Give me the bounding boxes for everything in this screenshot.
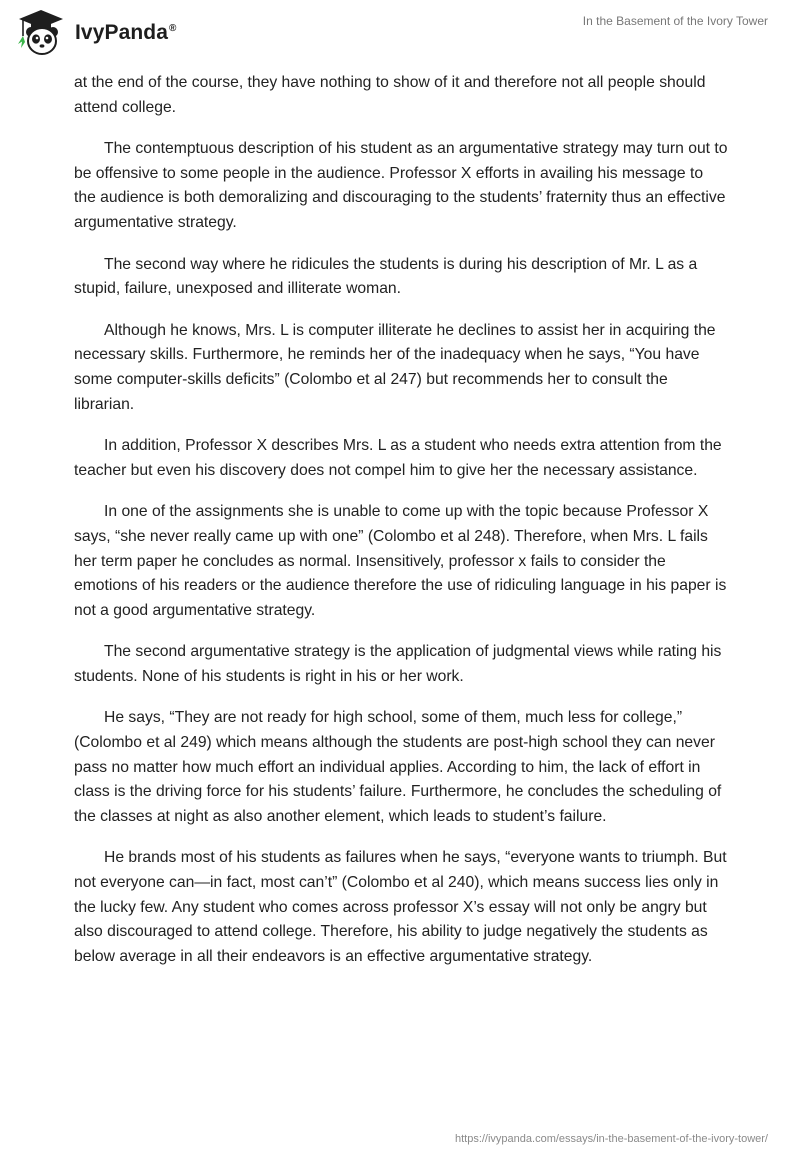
essay-paragraph: He says, “They are not ready for high school, some of them, much less for college,” (Colombo et al 249) which means although the students are post-high school they can never pass no matter how much effort an individual applies. According to him, the lack of effort in class is the driving force for his students’ failure. Furthermore, he concludes the scheduling of the classes at night as also another element, which leads to student’s failure. (74, 709, 722, 825)
essay-paragraph: In addition, Professor X describes Mrs. L as a student who needs extra attention from the teacher but even his discovery does not compel him to give her the necessary assistance. (74, 437, 722, 479)
page-header (0, 0, 800, 70)
panda-graduate-icon (15, 8, 67, 58)
essay-paragraph: Although he knows, Mrs. L is computer illiterate he declines to assist her in acquiring the necessary skills. Furthermore, he reminds her of the inadequacy when he says, “You have some computer-skills deficits” (Colombo et al 247) but recommends her to consult the librarian. (74, 321, 716, 413)
essay-body (74, 71, 728, 986)
essay-paragraph: The second argumentative strategy is the application of judgmental views while rating his students. None of his students is right in his or her work. (74, 643, 722, 685)
essay-paragraph: The contemptuous description of his student as an argumentative strategy may turn out to be offensive to some people in the audience. Professor X efforts in availing his message to the audience is both demoralizing and discouraging to the students’ fraternity thus an effective argumentative strategy. (74, 140, 728, 231)
brand-name: IvyPanda® (75, 21, 177, 44)
essay-paragraph: at the end of the course, they have nothing to show of it and therefore not all people should attend college. (74, 74, 706, 116)
ivypanda-logo[interactable] (15, 8, 176, 58)
source-url-link[interactable]: https://ivypanda.com/essays/in-the-basement-of-the-ivory-tower/ (454, 1133, 768, 1145)
essay-paragraph: In one of the assignments she is unable to come up with the topic because Professor X says, “she never really came up with one” (Colombo et al 248). Therefore, when Mrs. L fails her term paper he concludes as normal. Insensitively, professor x fails to consider the emotions of his readers or the audience therefore the use of ridiculing language in his paper is not a good argumentative strategy. (74, 503, 727, 619)
essay-paragraph: He brands most of his students as failures when he says, “everyone wants to triumph. But not everyone can—in fact, most can’t” (Colombo et al 240), which means success lies only in the lucky few. Any student who comes across professor X’s essay will not only be angry but also discouraged to attend college. Therefore, his ability to judge negatively the students as below average in all their endeavors is an effective argumentative strategy. (74, 849, 727, 965)
document-title: In the Basement of the Ivory Tower (582, 14, 768, 28)
essay-paragraph: The second way where he ridicules the students is during his description of Mr. L as a stupid, failure, unexposed and illiterate woman. (74, 255, 698, 298)
